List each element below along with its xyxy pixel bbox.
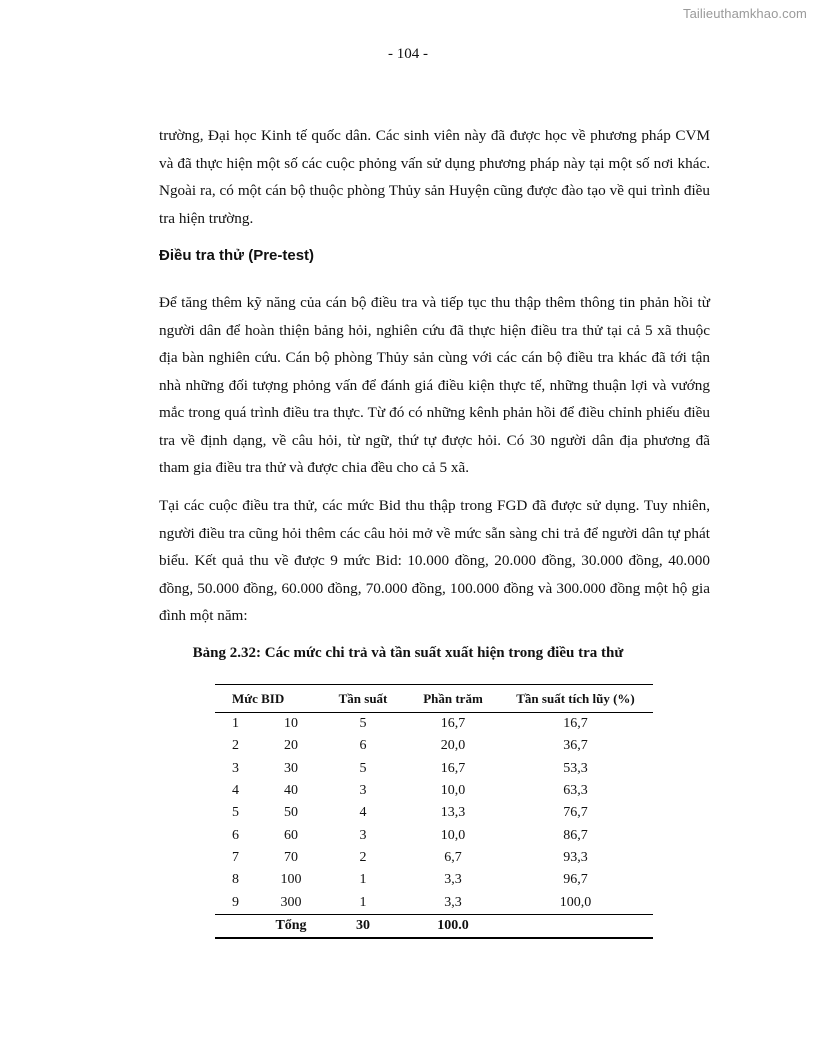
row-frequency: 3 xyxy=(359,783,367,799)
row-frequency: 3 xyxy=(359,827,367,843)
row-cumulative: 76,7 xyxy=(563,805,588,821)
table-row xyxy=(215,735,653,757)
row-frequency: 1 xyxy=(359,894,367,910)
row-percent: 20,0 xyxy=(440,738,466,754)
total-percent: 100.0 xyxy=(437,917,469,933)
row-cumulative: 16,7 xyxy=(563,716,588,732)
row-index: 1 xyxy=(232,716,239,732)
row-index: 3 xyxy=(232,760,239,776)
paragraph-pretest: Để tăng thêm kỹ năng của cán bộ điều tra và tiếp tục thu thập thêm thông tin phản hồi từ người dân để hoàn thiện bảng hỏi, nghiên cứu đã thực hiện điều tra thử tại cả 5 xã thuộc địa bàn nghiên cứu. Cán bộ phòng Thủy sản cùng với các cán bộ điều tra khác đã tới tận nhà những đối tượng phỏng vấn để đánh giá điều kiện thực tế, những thuận lợi và vướng mắc trong quá trình điều tra thực. Từ đó có những kênh phản hồi để điều chỉnh phiếu điều tra về định dạng, về câu hỏi, từ ngữ, thứ tự được hỏi. Có 30 người dân địa phương đã tham gia điều tra thử và được chia đều cho cả 5 xã. xyxy=(159,294,710,476)
row-bid: 100 xyxy=(280,872,302,888)
row-bid: 10 xyxy=(284,716,298,732)
total-cumulative xyxy=(498,914,653,938)
row-bid: 20 xyxy=(284,738,298,754)
table-row xyxy=(215,758,653,780)
row-bid: 60 xyxy=(284,827,298,843)
header-bid: Mức BID xyxy=(232,690,285,706)
row-cumulative: 86,7 xyxy=(563,827,588,843)
row-cumulative: 53,3 xyxy=(563,760,588,776)
row-bid: 40 xyxy=(284,783,298,799)
row-percent: 13,3 xyxy=(440,805,466,821)
row-bid: 70 xyxy=(284,849,298,865)
row-frequency: 6 xyxy=(359,738,367,754)
row-cumulative: 100,0 xyxy=(559,894,592,910)
table-row xyxy=(215,869,653,891)
section-heading: Điều tra thử (Pre-test) xyxy=(159,247,315,264)
row-cumulative: 96,7 xyxy=(563,872,588,888)
table-row xyxy=(215,847,653,869)
row-percent: 16,7 xyxy=(440,716,466,732)
row-percent: 16,7 xyxy=(440,760,466,776)
paragraph-bid-levels: Tại các cuộc điều tra thử, các mức Bid thu thập trong FGD đã được sử dụng. Tuy nhiên, người điều tra cũng hỏi thêm các câu hỏi mở về mức sẵn sàng chi trả để người dân tự phát biểu. Kết quả thu về được 9 mức Bid: 10.000 đồng, 20.000 đồng, 30.000 đồng, 40.000 đồng, 50.000 đồng, 60.000 đồng, 70.000 đồng, 100.000 đồng và 300.000 đồng một hộ gia đình một năm: xyxy=(159,497,710,624)
row-percent: 3,3 xyxy=(444,872,462,888)
total-frequency: 30 xyxy=(356,917,370,933)
table-caption: Bảng 2.32: Các mức chi trả và tần suất xuất hiện trong điều tra thử xyxy=(192,645,624,661)
header-frequency: Tần suất xyxy=(338,690,388,706)
table-total-row xyxy=(215,914,653,938)
row-index: 8 xyxy=(232,872,239,888)
page-number: - 104 - xyxy=(388,46,428,62)
total-label: Tổng xyxy=(275,917,307,933)
row-index: 9 xyxy=(232,894,239,910)
row-percent: 10,0 xyxy=(440,827,466,843)
row-percent: 6,7 xyxy=(444,849,462,865)
table-header-row xyxy=(215,685,653,713)
row-percent: 3,3 xyxy=(444,894,462,910)
table-row xyxy=(215,891,653,914)
row-cumulative: 63,3 xyxy=(563,783,588,799)
row-index: 6 xyxy=(232,827,239,843)
bid-frequency-table xyxy=(215,684,653,939)
row-index: 4 xyxy=(232,783,239,799)
watermark: Tailieuthamkhao.com xyxy=(682,6,807,21)
row-percent: 10,0 xyxy=(440,783,466,799)
row-bid: 300 xyxy=(280,894,302,910)
row-frequency: 2 xyxy=(359,849,367,865)
row-bid: 30 xyxy=(284,760,298,776)
table-row xyxy=(215,780,653,802)
row-frequency: 5 xyxy=(359,716,367,732)
table-row xyxy=(215,802,653,824)
header-percent: Phần trăm xyxy=(423,690,483,706)
row-index: 5 xyxy=(232,805,239,821)
paragraph-intro: trường, Đại học Kinh tế quốc dân. Các sinh viên này đã được học về phương pháp CVM và đã thực hiện một số các cuộc phỏng vấn sử dụng phương pháp này tại một số nơi khác. Ngoài ra, có một cán bộ thuộc phòng Thủy sản Huyện cũng được đào tạo về qui trình điều tra hiện trường. xyxy=(159,127,710,227)
row-index: 2 xyxy=(232,738,239,754)
row-cumulative: 93,3 xyxy=(563,849,588,865)
row-cumulative: 36,7 xyxy=(563,738,588,754)
row-index: 7 xyxy=(232,849,239,865)
row-frequency: 4 xyxy=(359,805,367,821)
table-row xyxy=(215,713,653,736)
table-row xyxy=(215,824,653,846)
header-cumulative: Tần suất tích lũy (%) xyxy=(516,690,635,706)
total-idx xyxy=(215,914,264,938)
row-frequency: 5 xyxy=(359,760,367,776)
row-frequency: 1 xyxy=(359,872,367,888)
row-bid: 50 xyxy=(284,805,298,821)
